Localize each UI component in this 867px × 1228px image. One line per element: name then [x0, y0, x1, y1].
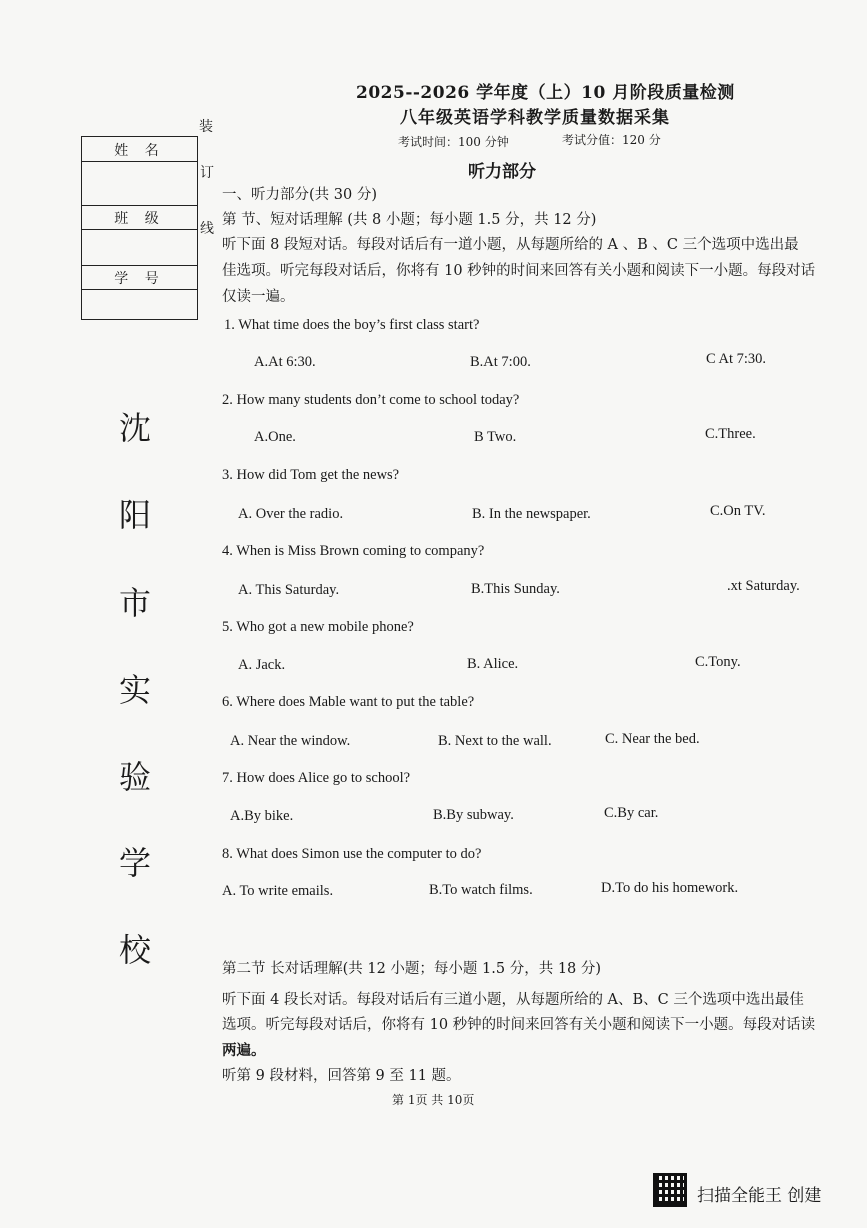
q3-option-a: A. Over the radio.: [238, 506, 344, 522]
question-6: 6. Where does Mable want to put the table?: [222, 694, 475, 710]
binding-char-1: 装: [199, 119, 213, 135]
q8-option-a: A. To write emails.: [222, 883, 334, 899]
class-field[interactable]: [82, 229, 197, 266]
scanner-watermark: 扫描全能王 创建: [697, 1186, 822, 1206]
class-row: [82, 205, 197, 230]
name-field[interactable]: [82, 161, 197, 206]
q5-option-b: B. Alice.: [467, 656, 519, 672]
qr-code-icon: [653, 1173, 687, 1207]
name-label: 姓 名: [114, 143, 165, 159]
q1-option-a: A.At 6:30.: [254, 354, 316, 370]
name-row: [82, 137, 197, 162]
section1-instruction-1: 听下面 8 段短对话。每段对话后有一道小题，从每题所给的 A 、B 、C 三个选项中选出最: [222, 237, 799, 253]
binding-char-3: 线: [200, 221, 214, 237]
school-char-2: 阳: [119, 496, 152, 534]
question-5: 5. Who got a new mobile phone?: [222, 619, 414, 635]
q4-option-a: A. This Saturday.: [238, 582, 340, 598]
q5-option-c: C.Tony.: [695, 654, 741, 670]
section2-instruction-1: 听下面 4 段长对话。每段对话后有三道小题，从每题所给的 A、B、C 三个选项中选出最佳: [222, 992, 804, 1008]
q4-option-b: B.This Sunday.: [471, 581, 560, 597]
student-info-table: [81, 136, 198, 320]
q2-option-b: B Two.: [474, 429, 517, 445]
q4-option-c: .xt Saturday.: [727, 578, 800, 594]
exam-score: 考试分值：120 分: [562, 133, 661, 147]
section1-instruction-2: 佳选项。听完每段对话后，你将有 10 秒钟的时间来回答有关小题和阅读下一小题。每段对话: [222, 263, 816, 279]
q8-option-c: D.To do his homework.: [601, 880, 739, 896]
school-char-3: 市: [119, 584, 152, 622]
question-2: 2. How many students don’t come to school today?: [222, 392, 520, 408]
q8-option-b: B.To watch films.: [429, 882, 533, 898]
school-char-6: 学: [119, 844, 152, 882]
school-char-4: 实: [119, 671, 152, 709]
q3-option-b: B. In the newspaper.: [472, 506, 591, 522]
id-field[interactable]: [82, 289, 197, 319]
exam-title: 2025--2026 学年度（上）10 月阶段质量检测: [356, 83, 735, 103]
q6-option-c: C. Near the bed.: [605, 731, 700, 747]
q3-option-c: C.On TV.: [710, 503, 766, 519]
q6-option-b: B. Next to the wall.: [438, 733, 552, 749]
question-1: 1. What time does the boy’s first class start?: [224, 317, 480, 333]
id-row: [82, 265, 197, 290]
q2-option-a: A.One.: [254, 429, 296, 445]
question-8: 8. What does Simon use the computer to do?: [222, 846, 482, 862]
q2-option-c: C.Three.: [705, 426, 756, 442]
q1-option-b: B.At 7:00.: [470, 354, 531, 370]
school-char-1: 沈: [119, 409, 152, 447]
section2-instruction-3: 两遍。: [222, 1042, 266, 1059]
id-label: 学 号: [114, 271, 165, 287]
question-4: 4. When is Miss Brown coming to company?: [222, 543, 485, 559]
section1-subheading: 第 节、短对话理解 (共 8 小题；每小题 1.5 分，共 12 分): [222, 212, 597, 228]
question-7: 7. How does Alice go to school?: [222, 770, 411, 786]
q1-option-c: C At 7:30.: [706, 351, 767, 367]
q7-option-c: C.By car.: [604, 805, 659, 821]
section1-instruction-3: 仅读一遍。: [222, 289, 295, 305]
section2-instruction-2: 选项。听完每段对话后，你将有 10 秒钟的时间来回答有关小题和阅读下一小题。每段对话读: [222, 1017, 816, 1033]
section2-heading: 第二节 长对话理解(共 12 小题；每小题 1.5 分，共 18 分): [222, 961, 602, 977]
q7-option-b: B.By subway.: [433, 807, 514, 823]
exam-subtitle: 八年级英语学科教学质量数据采集: [400, 108, 670, 128]
section1-heading: 一、听力部分(共 30 分): [222, 187, 377, 203]
q6-option-a: A. Near the window.: [230, 733, 351, 749]
listening-part-title: 听力部分: [468, 162, 536, 182]
section2-material: 听第 9 段材料，回答第 9 至 11 题。: [222, 1068, 461, 1084]
class-label: 班 级: [114, 211, 165, 227]
page-number: 第 1页 共 10页: [392, 1093, 475, 1107]
question-3: 3. How did Tom get the news?: [222, 467, 400, 483]
school-char-7: 校: [119, 931, 152, 969]
exam-time: 考试时间：100 分钟: [398, 135, 509, 149]
q7-option-a: A.By bike.: [230, 808, 294, 824]
school-char-5: 验: [119, 758, 152, 796]
q5-option-a: A. Jack.: [238, 657, 286, 673]
binding-char-2: 订: [200, 165, 214, 181]
